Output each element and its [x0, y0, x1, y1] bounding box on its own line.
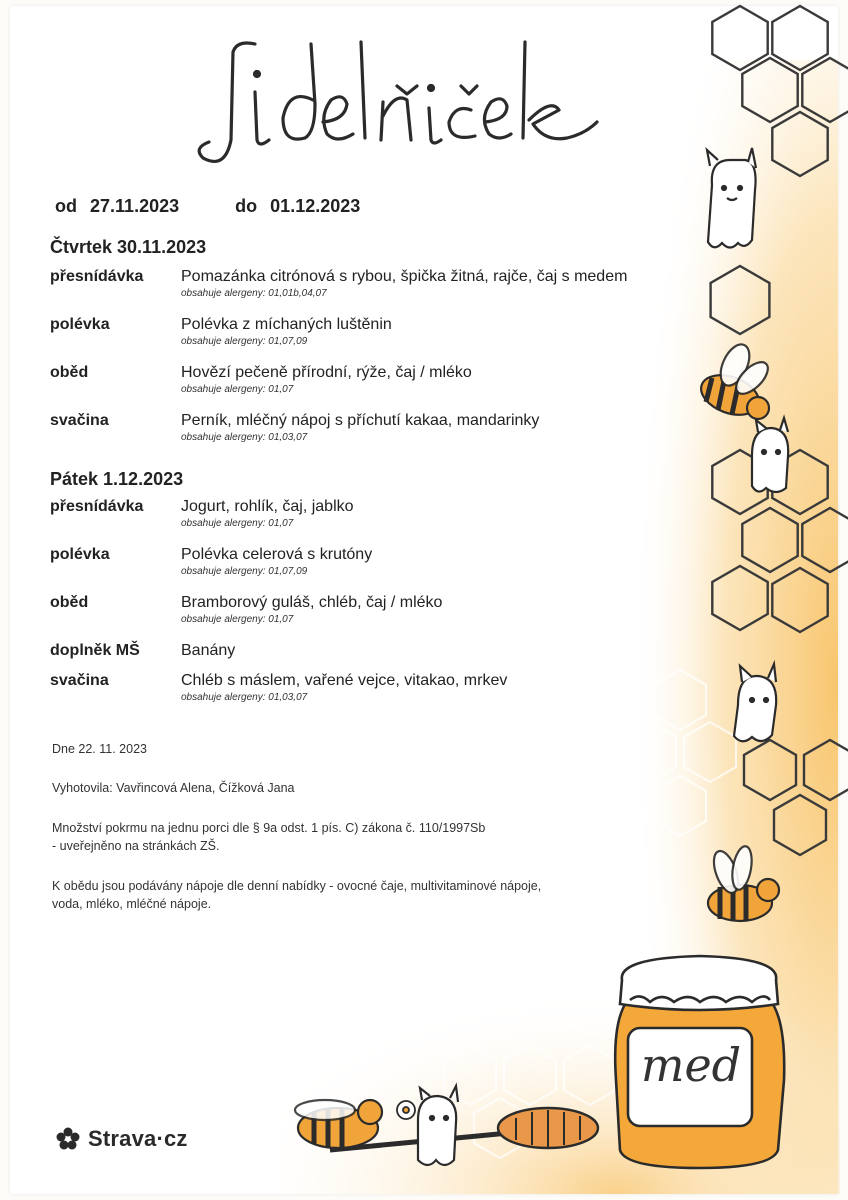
from-label: od	[55, 196, 77, 216]
to-date: 01.12.2023	[270, 196, 361, 216]
meal-label: oběd	[50, 594, 89, 611]
prepared-by: Vyhotovila: Vavřincová Alena, Čížková Jana	[52, 781, 295, 795]
meal-allergens: obsahuje alergeny: 01,07,09	[181, 336, 308, 347]
title-text	[185, 40, 615, 150]
ghost-bee-icon	[418, 1086, 458, 1165]
flower-icon	[56, 1127, 80, 1151]
meal-description: Hovězí pečeně přírodní, rýže, čaj / mléko	[181, 364, 472, 381]
meal-allergens: obsahuje alergeny: 01,07	[181, 614, 294, 625]
to-label: do	[235, 196, 258, 216]
drinks-note-line: voda, mléko, mléčné nápoje.	[52, 897, 212, 911]
meal-description: Perník, mléčný nápoj s příchutí kakaa, mandarinky	[181, 412, 540, 429]
bee-icon	[295, 1100, 382, 1148]
meal-description: Jogurt, rohlík, čaj, jablko	[181, 498, 354, 515]
day-heading: Čtvrtek 30.11.2023	[50, 237, 207, 257]
portion-note-line: - uveřejněno na stránkách ZŠ.	[52, 839, 220, 853]
meal-allergens: obsahuje alergeny: 01,07,09	[181, 566, 308, 577]
drinks-note	[52, 877, 541, 913]
from-date: 27.11.2023	[90, 196, 180, 216]
meal-allergens: obsahuje alergeny: 01,03,07	[181, 432, 308, 443]
day-heading: Pátek 1.12.2023	[50, 469, 184, 489]
strava-logo	[56, 1124, 188, 1154]
ghost-bee-icon	[734, 664, 776, 741]
meal-allergens: obsahuje alergeny: 01,07	[181, 384, 294, 395]
page-title	[185, 30, 615, 180]
jar-label: med	[640, 1038, 742, 1092]
meal-label: polévka	[50, 546, 110, 563]
meal-label: doplněk MŠ	[50, 642, 140, 659]
meal-label: oběd	[50, 364, 89, 381]
meal-description: Pomazánka citrónová s rybou, špička žitná, rajče, čaj s medem	[181, 268, 628, 285]
meal-allergens: obsahuje alergeny: 01,07	[181, 518, 294, 529]
meal-description: Bramborový guláš, chléb, čaj / mléko	[181, 594, 443, 611]
meal-label: polévka	[50, 316, 110, 333]
meal-description: Chléb s máslem, vařené vejce, vitakao, mrkev	[181, 672, 508, 689]
portion-note-line: Množství pokrmu na jednu porci dle § 9a odst. 1 pís. C) zákona č. 110/1997Sb	[52, 821, 486, 835]
portion-note	[52, 819, 485, 855]
meal-allergens: obsahuje alergeny: 01,03,07	[181, 692, 308, 703]
meal-label: přesnídávka	[50, 498, 144, 515]
issue-date: Dne 22. 11. 2023	[52, 742, 147, 756]
meal-description: Polévka z míchaných luštěnin	[181, 316, 392, 333]
meal-label: přesnídávka	[50, 268, 144, 285]
meal-label: svačina	[50, 672, 109, 689]
meal-label: svačina	[50, 412, 109, 429]
date-range	[55, 196, 368, 217]
ghost-bee-icon	[752, 418, 788, 492]
meal-description: Banány	[181, 642, 236, 659]
meal-allergens: obsahuje alergeny: 01,01b,04,07	[181, 288, 327, 299]
logo-text: Strava·cz	[88, 1126, 188, 1151]
drinks-note-line: K obědu jsou podávány nápoje dle denní nabídky - ovocné čaje, multivitaminové nápoje,	[52, 879, 542, 893]
flower-icon	[397, 1101, 415, 1119]
meal-description: Polévka celerová s krutóny	[181, 546, 373, 563]
